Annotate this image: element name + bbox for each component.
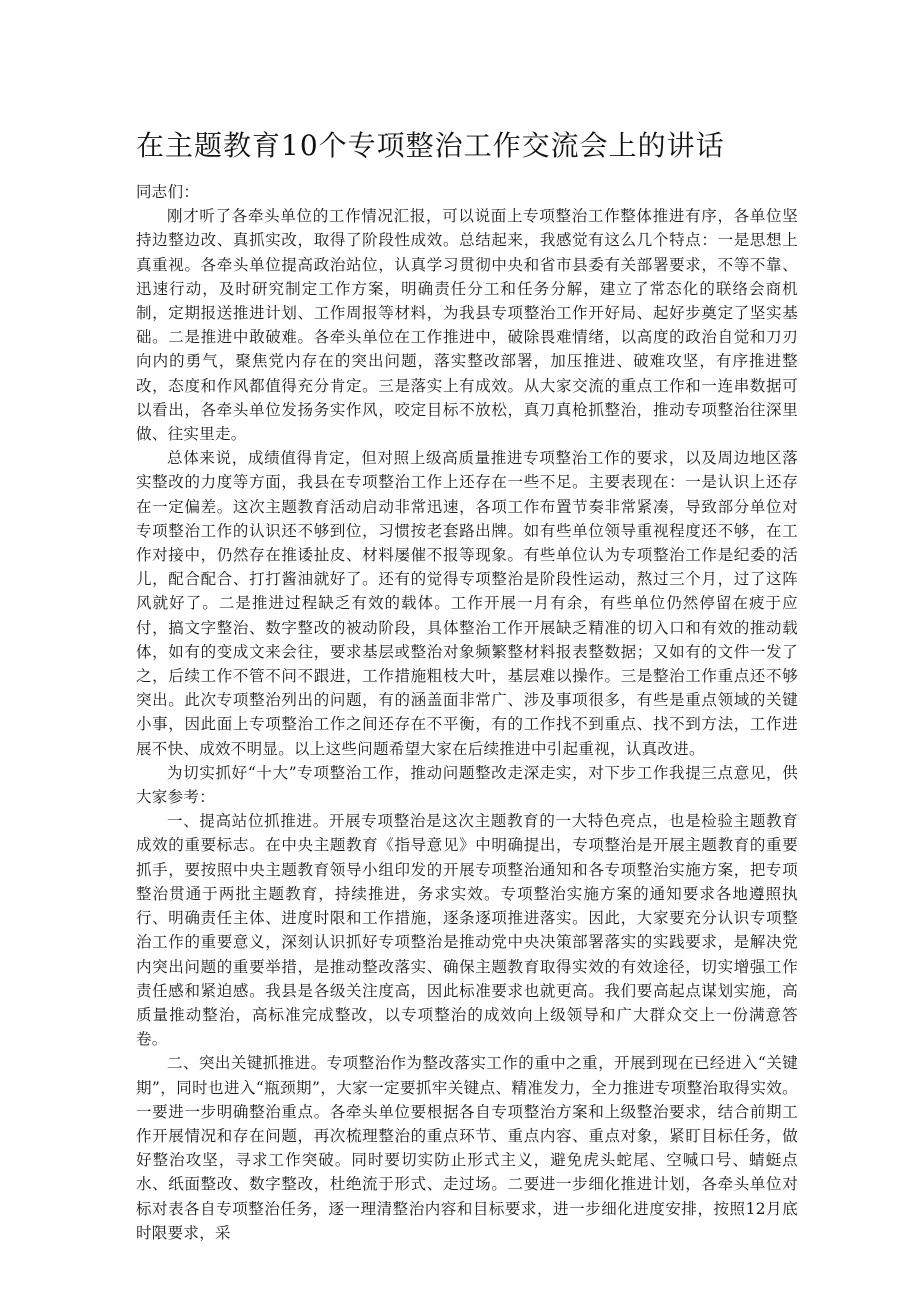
document-title: 在主题教育10个专项整治工作交流会上的讲话: [136, 129, 725, 162]
paragraph-achievements: 刚才听了各牵头单位的工作情况汇报，可以说面上专项整治工作整体推进有序，各单位坚持边整边改、真抓实改，取得了阶段性成效。总结起来，我感觉有这么几个特点：一是思想上真重视。各牵头单位提高政治站位，认真学习贯彻中央和省市县委有关部署要求，不等不靠、迅速行动，及时研究制定工作方案，明确责任分工和任务分解，建立了常态化的联络会商机制，定期报送推进计划、工作周报等材料，为我县专项整治工作开好局、起好步奠定了坚实基础。二是推进中敢破难。各牵头单位在工作推进中，破除畏难情绪，以高度的政治自觉和刀刃向内的勇气，聚焦党内存在的突出问题，落实整改部署，加压推进、破难攻坚，有序推进整改，态度和作风都值得充分肯定。三是落实上有成效。从大家交流的重点工作和一连串数据可以看出，各牵头单位发扬务实作风，咬定目标不放松，真刀真枪抓整治，推动专项整治往深里做、往实里走。: [136, 207, 798, 444]
paragraph-point-one: 一、提高站位抓推进。开展专项整治是这次主题教育的一大特色亮点，也是检验主题教育成效的重要标志。在中央主题教育《指导意见》中明确提出，专项整治是开展主题教育的重要抓手，要按照中央主题教育领导小组印发的开展专项整治通知和各专项整治实施方案，把专项整治贯通于两批主题教育，持续推进，务求实效。专项整治实施方案的通知要求各地遵照执行、明确责任主体、进度时限和工作措施，逐条逐项推进落实。因此，大家要充分认识专项整治工作的重要意义，深刻认识抓好专项整治是推动党中央决策部署落实的实践要求，是解决党内突出问题的重要举措，是推动整改落实、确保主题教育取得实效的有效途径，切实增强工作责任感和紧迫感。我县是各级关注度高，因此标准要求也就更高。我们要高起点谋划实施，高质量推动整治，高标准完成整改，以专项整治的成效向上级领导和广大群众交上一份满意答卷。: [136, 812, 798, 1049]
salutation: 同志们：: [136, 183, 200, 201]
paragraph-transition: 为切实抓好“十大”专项整治工作，推动问题整改走深走实，对下步工作我提三点意见，供大家参考：: [136, 763, 798, 807]
paragraph-point-two: 二、突出关键抓推进。专项整治作为整改落实工作的重中之重，开展到现在已经进入“关键期”，同时也进入“瓶颈期”，大家一定要抓牢关键点、精准发力，全力推进专项整治取得实效。一要进一步明确整治重点。各牵头单位要根据各自专项整治方案和上级整治要求，结合前期工作开展情况和存在问题，再次梳理整治的重点环节、重点内容、重点对象，紧盯目标任务，做好整治攻坚，寻求工作突破。同时要切实防止形式主义，避免虎头蛇尾、空喊口号、蜻蜓点水、纸面整改、数字整改，杜绝流于形式、走过场。二要进一步细化推进计划，各牵头单位对标对表各自专项整治任务，逐一理清整治内容和目标要求，进一步细化进度安排，按照12月底时限要求，采: [136, 1054, 798, 1242]
paragraph-shortcomings: 总体来说，成绩值得肯定，但对照上级高质量推进专项整治工作的要求，以及周边地区落实整改的力度等方面，我县在专项整治工作上还存在一些不足。主要表现在：一是认识上还存在一定偏差。这次主题教育活动启动非常迅速，各项工作布置节奏非常紧凑，导致部分单位对专项整治工作的认识还不够到位，习惯按老套路出牌。如有些单位领导重视程度还不够，在工作对接中，仍然存在推诿扯皮、材料屡催不报等现象。有些单位认为专项整治工作是纪委的活儿，配合配合、打打酱油就好了。还有的觉得专项整治是阶段性运动，熬过三个月，过了这阵风就好了。二是推进过程缺乏有效的载体。工作开展一月有余，有些单位仍然停留在疲于应付，搞文字整治、数字整改的被动阶段，具体整治工作开展缺乏精准的切入口和有效的推动载体，如有的变成文来会往，要求基层或整治对象频繁整材料报表整数据；又如有的文件一发了之，后续工作不管不问不跟进，工作措施粗枝大叶，基层难以操作。三是整治工作重点还不够突出。此次专项整治列出的问题，有的涵盖面非常广、涉及事项很多，有些是重点领域的关键小事，因此面上专项整治工作之间还存在不平衡，有的工作找不到重点、找不到方法，工作进展不快、成效不明显。以上这些问题希望大家在后续推进中引起重视，认真改进。: [136, 449, 798, 758]
